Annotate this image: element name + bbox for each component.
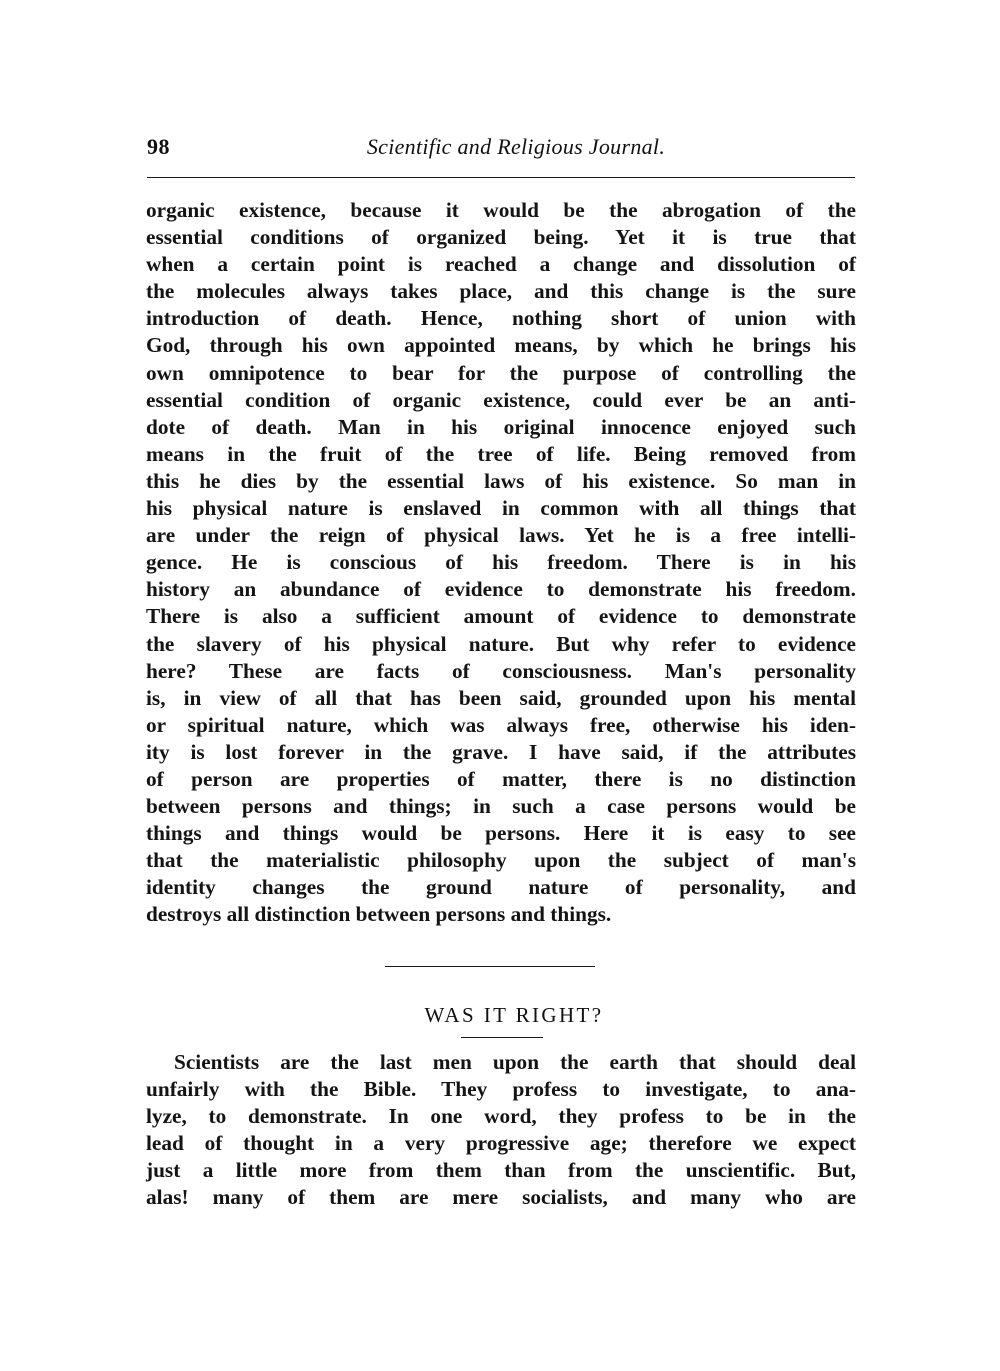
section-heading: WAS IT RIGHT? xyxy=(424,1003,604,1027)
text-line: between persons and things; in such a case persons would be xyxy=(146,794,856,819)
text-line: Scientists are the last men upon the earth that should deal xyxy=(174,1050,856,1074)
text-line: his physical nature is enslaved in common with all things that xyxy=(146,496,856,521)
section-divider-rule xyxy=(385,966,595,967)
text-line: of person are properties of matter, there is no distinction xyxy=(146,766,856,791)
journal-title: Scientific and Religious Journal. xyxy=(366,134,666,159)
text-line: unfairly with the Bible. They profess to investigate, to ana- xyxy=(146,1077,856,1102)
text-line: ity is lost forever in the grave. I have said, if the attributes xyxy=(146,739,856,764)
text-line: when a certain point is reached a change and dissolution of xyxy=(146,252,856,277)
text-line: own omnipotence to bear for the purpose of controlling the xyxy=(146,360,856,385)
text-line: or spiritual nature, which was always free, otherwise his iden- xyxy=(146,712,856,737)
text-line: the molecules always takes place, and this change is the sure xyxy=(146,279,856,304)
text-line: identity changes the ground nature of personality, and xyxy=(146,875,856,900)
text-line: lyze, to demonstrate. In one word, they profess to be in the xyxy=(146,1104,856,1129)
text-line: There is also a sufficient amount of evidence to demonstrate xyxy=(146,604,856,629)
text-line: history an abundance of evidence to demonstrate his freedom. xyxy=(146,577,856,602)
text-line: this he dies by the essential laws of his existence. So man in xyxy=(146,468,856,493)
text-line: the slavery of his physical nature. But why refer to evidence xyxy=(146,631,856,656)
text-line: dote of death. Man in his original innocence enjoyed such xyxy=(146,414,856,439)
page-number: 98 xyxy=(147,134,170,159)
text-line: organic existence, because it would be the abrogation of the xyxy=(146,198,856,222)
text-line: God, through his own appointed means, by which he brings his xyxy=(146,333,856,358)
text-line: is, in view of all that has been said, grounded upon his mental xyxy=(146,685,856,710)
text-line: are under the reign of physical laws. Yet he is a free intelli- xyxy=(146,523,856,548)
text-line: means in the fruit of the tree of life. Being removed from xyxy=(146,441,856,466)
text-line: that the materialistic philosophy upon the subject of man's xyxy=(146,848,856,873)
text-line: here? These are facts of consciousness. Man's personality xyxy=(146,658,856,683)
text-line: essential conditions of organized being. Yet it is true that xyxy=(146,225,856,250)
text-line: essential condition of organic existence, could ever be an anti- xyxy=(146,387,856,412)
header-rule xyxy=(147,177,855,178)
text-line: alas! many of them are mere socialists, and many who are xyxy=(146,1185,856,1210)
section-paragraph xyxy=(146,1049,856,1212)
text-line: gence. He is conscious of his freedom. There is in his xyxy=(146,550,856,575)
text-line: introduction of death. Hence, nothing short of union with xyxy=(146,306,856,331)
text-line: destroys all distinction between persons and things. xyxy=(146,902,612,927)
text-line: just a little more from them than from the unscientific. But, xyxy=(146,1158,856,1183)
text-line: things and things would be persons. Here it is easy to see xyxy=(146,821,856,846)
text-line: lead of thought in a very progressive age; therefore we expect xyxy=(146,1131,856,1156)
running-head xyxy=(147,134,855,164)
heading-underline-rule xyxy=(461,1037,543,1038)
continued-article-paragraph xyxy=(146,197,856,929)
